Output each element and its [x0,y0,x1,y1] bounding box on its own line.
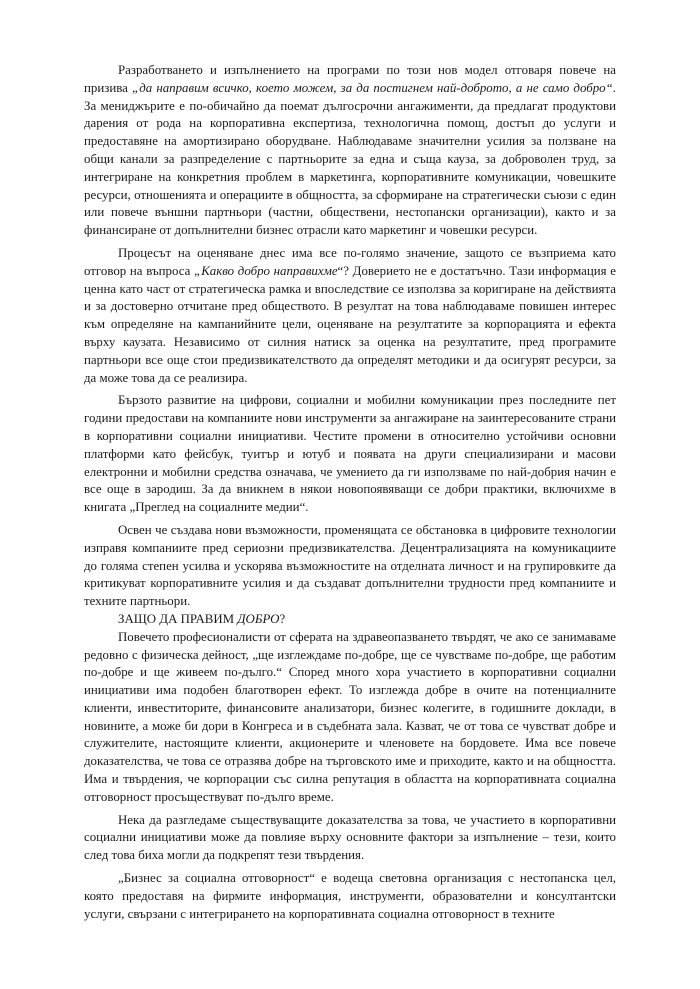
paragraph-1-text: Разработването и изпълнението на програми по този нов модел отговаря повече на призива [84,63,616,95]
section-heading [84,611,616,629]
paragraph-7: „Бизнес за социална отговорност“ е водеща световна организация с нестопанска цел, която предоставя на фирмите информация, инструменти, образователни и консултантски услуги, свързани с интегрирането на корпоративната социална отговорност в техните [84,871,616,921]
paragraph-3: Бързото развитие на цифрови, социални и мобилни комуникации през последните пет години предостави на компаниите нови инструменти за ангажиране на заинтересованите страни в корпоративни социални инициативи. Честите промени в относително устойчиви основни платформи като фейсбук, туитър и ютуб и появата на други специализирани и масови електронни и мобилни средства означава, че умението да ги използваме по най-добрия начин е все още в зародиш. За да вникнем в някои новопоявяващи се добри практики, включихме в книгата „Преглед на социалните медии“. [84,393,616,515]
paragraph-6: Нека да разгледаме съществуващите доказателства за това, че участието в корпоративни социални инициативи може да повлияе върху основните фактори за изпълнение – тези, които след това биха могли да подкрепят тези твърдения. [84,812,616,863]
document-body [84,62,616,923]
section-heading-emphasis: ДОБРО [237,611,280,626]
paragraph-5: Повечето професионалисти от сферата на здравеопазването твърдят, че ако се занимаваме редовно с физическа дейност, „ще изглеждаме по-добре, ще се чувстваме по-добре, ще работим по-добре и ще живеем по-дълго.“ Според много хора участието в корпоративни социални инициативи има подобен благотворен ефект. То изглежда добре в очите на потенциалните клиенти, инвеститорите, финансовите анализатори, бизнес колегите, в годишните доклади, в новините, а може би дори в Конгреса и в съдебната зала. Казват, че от това се чувстват добре и служителите, настоящите клиенти, акционерите и членовете на бордовете. Има все повече доказателства, че това се отразява добре на търговското име и приходите, както и на общността. Има и твърдения, че корпорации със силна репутация в областта на корпоративната социална отговорност просъществуват по-дълго време. [84,629,616,804]
section-heading-mark: ? [279,611,286,626]
paragraph-1 [84,62,616,240]
paragraph-1-quote: „да направим всичко, което можем, за да постигнем най-доброто, а не само добро“ [132,80,613,95]
paragraph-1-text-cont: . За мениджърите е по-обичайно да поемат дългосрочни ангажименти, да предлагат продуктови дарения от рода на корпоративна експертиза, технологична помощ, достъп до услуги и предоставяне на амортизирано оборудване. Наблюдаваме значителни усилия за ползване на общи канали за разпределение с партньорите за една и съща кауза, за доброволен труд, за интегриране на конкретния проблем в маркетинга, корпоративните комуникации, човешките ресурси, отношенията и операциите в общността, за сформиране на стратегически съюзи с един или повече външни партньори (частни, обществени, нестопански организации), както и за финансиране от допълнителни бизнес отрасли като маркетинг и човешки ресурси. [84,80,616,238]
paragraph-4: Освен че създава нови възможности, променящата се обстановка в цифровите технологии изправя компаниите пред сериозни предизвикателства. Децентрализацията на комуникациите до голяма степен усилва и ускорява възможностите на отделната личност и на групировките да критикуват корпоративните усилия и да създават допълнителни трудности пред компаниите и техните партньори. [84,522,616,609]
paragraph-2-quote: „Какво добро направихме [194,263,338,278]
section-heading-text: ЗАЩО ДА ПРАВИМ [118,611,238,626]
paragraph-2-text-cont: “? Доверието не е достатъчно. Тази информация е ценна като част от стратегическа рамка и впоследствие се използва за коригиране на действията и за достоверно отчитане пред обществото. В резултат на това наблюдаваме повишен интерес към определяне на кампанийните цели, оценяване на резултатите за корпорацията и ефекта върху каузата. Независимо от силния натиск за оценка на резултатите, пред програмите партньори все още стои предизвикателството да определят методики и да осигурят ресурси, за да може това да се реализира. [84,263,617,385]
paragraph-2-text: Процесът на оценяване днес има все по-голямо значение, защото се възприема като отговор на въпроса [84,245,616,278]
paragraph-2 [84,245,616,387]
